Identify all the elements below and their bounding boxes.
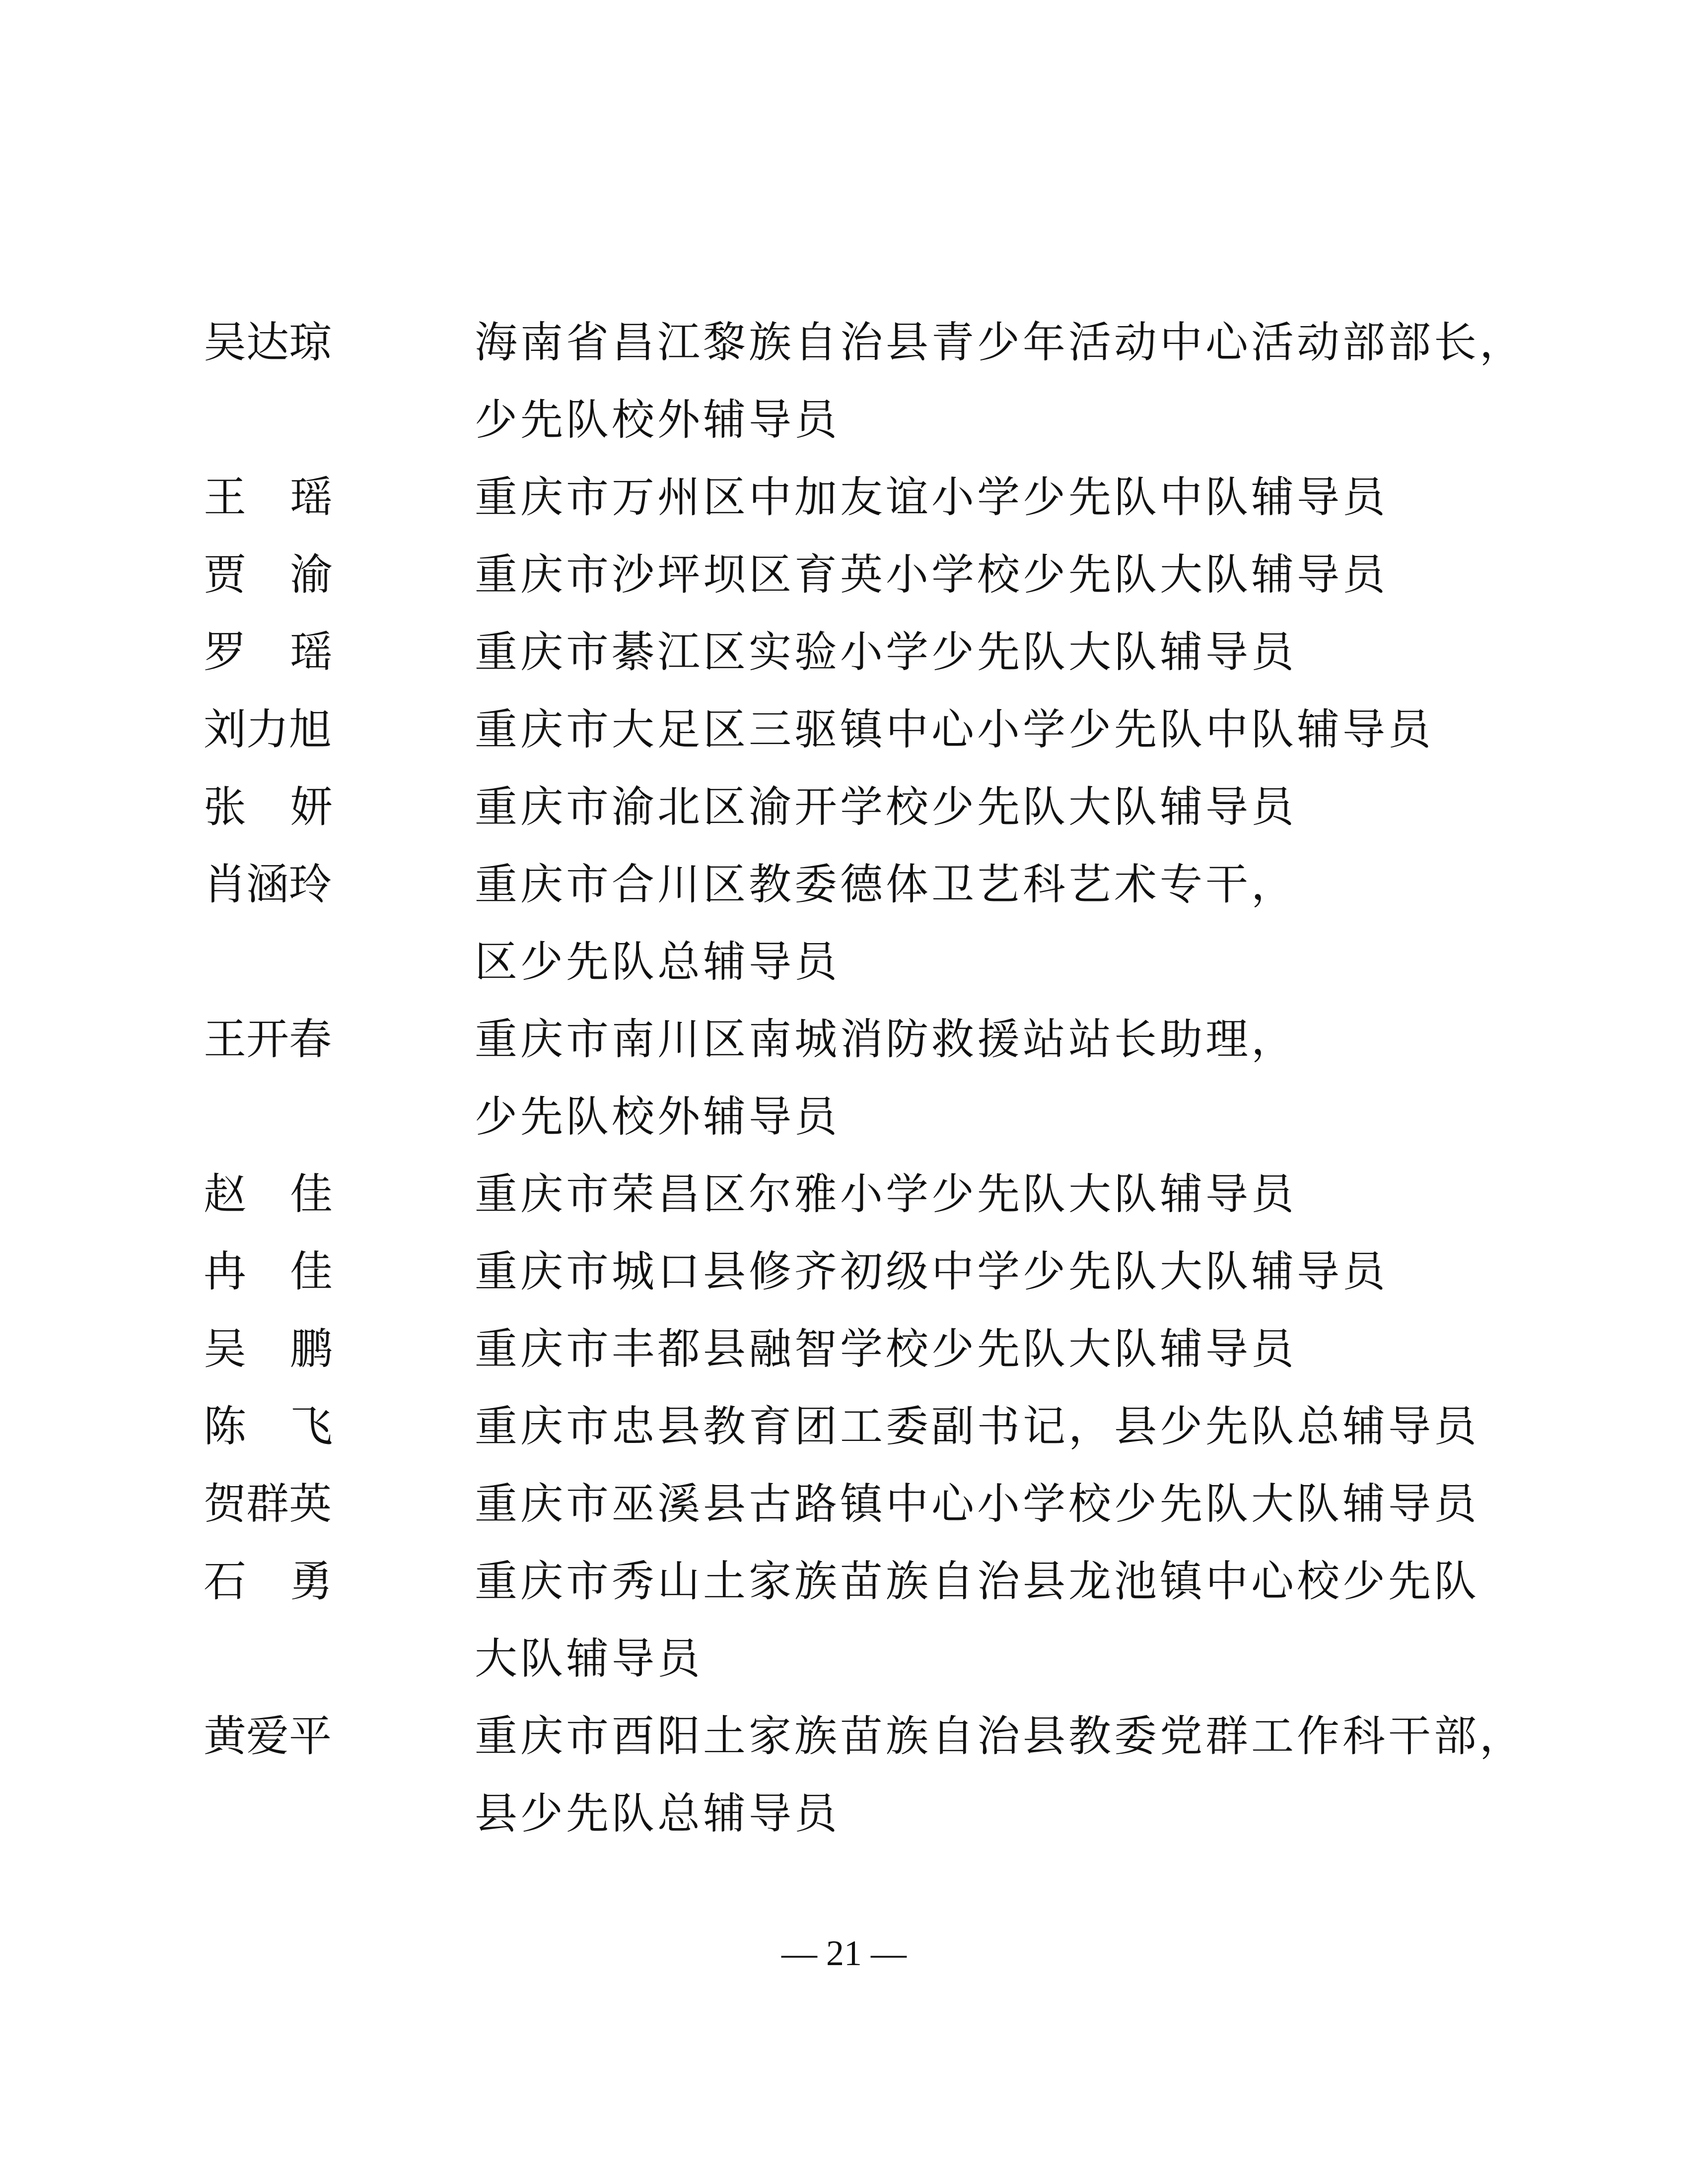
list-item (204, 459, 1494, 536)
person-name-part: 勇 (290, 1557, 333, 1606)
description-line: 大队辅导员 (475, 1634, 703, 1684)
position-description (475, 1156, 1494, 1233)
person-name-part: 黄爱平 (204, 1711, 332, 1761)
position-description (475, 1698, 1525, 1852)
position-description (475, 536, 1494, 614)
description-line: 重庆市沙坪坝区育英小学校少先队大队辅导员 (475, 550, 1388, 600)
description-line: 重庆市渝北区渝开学校少先队大队辅导员 (475, 782, 1297, 832)
description-line: 重庆市酉阳土家族苗族自治县教委党群工作科干部， (475, 1711, 1525, 1761)
position-description (475, 1310, 1494, 1388)
person-name-part: 赵 (204, 1169, 246, 1219)
list-item (204, 1233, 1494, 1310)
person-name (204, 459, 333, 536)
description-line: 少先队校外辅导员 (475, 395, 840, 445)
person-name (204, 1001, 475, 1078)
description-line: 重庆市南川区南城消防救援站站长助理， (475, 1015, 1297, 1064)
description-line: 重庆市丰都县融智学校少先队大队辅导员 (475, 1324, 1297, 1374)
description-line: 少先队校外辅导员 (475, 1092, 840, 1142)
position-description (475, 614, 1494, 691)
description-line: 重庆市万州区中加友谊小学少先队中队辅导员 (475, 473, 1388, 522)
person-name (204, 846, 475, 923)
list-item (204, 304, 1525, 459)
honoree-list (204, 304, 1525, 1852)
person-name (204, 1465, 475, 1543)
person-name (204, 536, 333, 614)
position-description (475, 459, 1494, 536)
person-name-part: 鹏 (290, 1324, 333, 1374)
person-name-part: 贺群英 (204, 1479, 332, 1529)
position-description (475, 1233, 1494, 1310)
list-item (204, 1001, 1494, 1156)
list-item (204, 1310, 1494, 1388)
description-line: 重庆市合川区教委德体卫艺科艺术专干， (475, 860, 1297, 909)
person-name-part: 陈 (204, 1402, 246, 1451)
list-item (204, 768, 1494, 846)
description-line: 重庆市忠县教育团工委副书记，县少先队总辅导员 (475, 1402, 1479, 1451)
person-name-part: 飞 (290, 1402, 333, 1451)
position-description (475, 691, 1494, 768)
person-name-part: 吴 (204, 1324, 246, 1374)
position-description (475, 768, 1494, 846)
position-description (475, 1388, 1494, 1465)
position-description (475, 304, 1525, 459)
person-name-part: 冉 (204, 1247, 246, 1297)
person-name (204, 304, 475, 381)
person-name (204, 1233, 333, 1310)
person-name (204, 768, 333, 846)
person-name-part: 吴达琼 (204, 318, 332, 367)
person-name-part: 石 (204, 1557, 246, 1606)
description-line: 重庆市秀山土家族苗族自治县龙池镇中心校少先队 (475, 1557, 1479, 1606)
person-name-part: 佳 (290, 1247, 333, 1297)
person-name (204, 1543, 333, 1620)
list-item (204, 614, 1494, 691)
person-name-part: 王开春 (204, 1015, 332, 1064)
person-name (204, 614, 333, 691)
description-line: 重庆市荣昌区尔雅小学少先队大队辅导员 (475, 1169, 1297, 1219)
person-name-part: 贾 (204, 550, 246, 600)
person-name (204, 1388, 333, 1465)
position-description (475, 1543, 1494, 1698)
person-name-part: 渝 (290, 550, 333, 600)
person-name (204, 1698, 475, 1775)
person-name-part: 妍 (290, 782, 333, 832)
description-line: 海南省昌江黎族自治县青少年活动中心活动部部长， (475, 318, 1525, 367)
person-name-part: 罗 (204, 627, 246, 677)
person-name (204, 1310, 333, 1388)
description-line: 县少先队总辅导员 (475, 1789, 840, 1839)
list-item (204, 1465, 1494, 1543)
person-name-part: 王 (204, 473, 246, 522)
description-line: 重庆市綦江区实验小学少先队大队辅导员 (475, 627, 1297, 677)
person-name-part: 刘力旭 (204, 705, 332, 754)
description-line: 重庆市城口县修齐初级中学少先队大队辅导员 (475, 1247, 1388, 1297)
description-line: 重庆市巫溪县古路镇中心小学校少先队大队辅导员 (475, 1479, 1479, 1529)
list-item (204, 1543, 1494, 1698)
list-item (204, 536, 1494, 614)
person-name (204, 691, 475, 768)
person-name-part: 张 (204, 782, 246, 832)
position-description (475, 1465, 1494, 1543)
page-number: — 21 — (781, 1933, 907, 1973)
person-name-part: 瑶 (290, 627, 333, 677)
description-line: 重庆市大足区三驱镇中心小学少先队中队辅导员 (475, 705, 1434, 754)
person-name-part: 肖涵玲 (204, 860, 332, 909)
list-item (204, 691, 1494, 768)
list-item (204, 1388, 1494, 1465)
person-name (204, 1156, 333, 1233)
list-item (204, 846, 1494, 1001)
person-name-part: 瑶 (290, 473, 333, 522)
description-line: 区少先队总辅导员 (475, 937, 840, 987)
list-item (204, 1698, 1525, 1852)
person-name-part: 佳 (290, 1169, 333, 1219)
position-description (475, 1001, 1494, 1156)
position-description (475, 846, 1494, 1001)
list-item (204, 1156, 1494, 1233)
